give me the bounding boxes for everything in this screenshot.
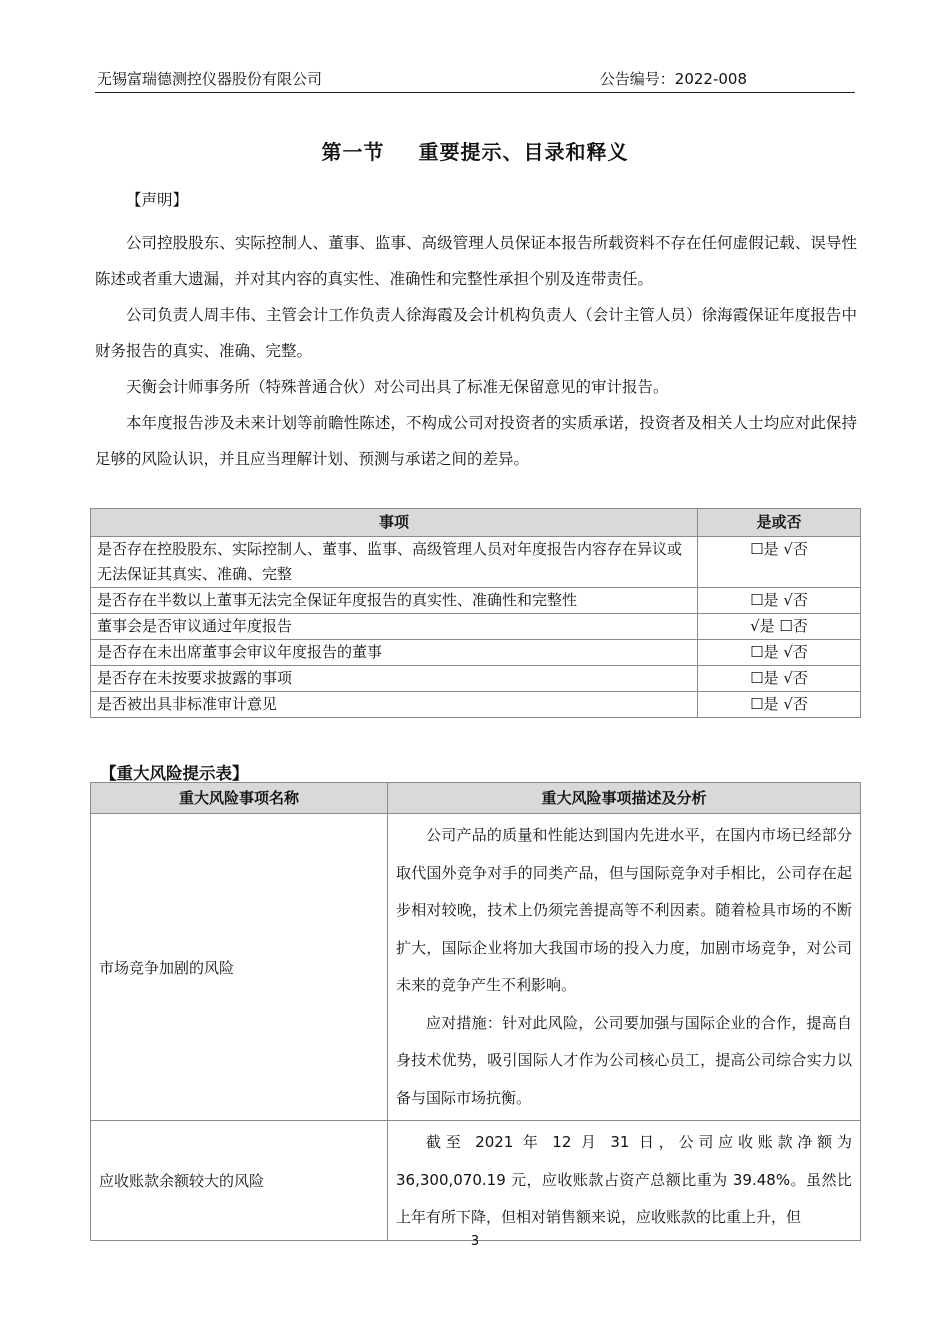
risk-desc-cell [388,1121,861,1241]
answer-cell: ☐是 √否 [698,588,861,614]
table-row [91,1121,861,1241]
answer-cell: ☐是 √否 [698,692,861,718]
page-header [95,66,855,93]
risk-desc-paragraph: 截至 2021 年 12 月 31 日，公司应收账款净额为 [426,1133,852,1151]
section-title [0,136,950,165]
statement-body [95,225,857,477]
matter-cell: 是否存在半数以上董事无法完全保证年度报告的真实性、准确性和完整性 [91,588,698,614]
answer-cell: ☐是 √否 [698,666,861,692]
announcement-code: 公告编号：2022-008 [599,70,747,88]
statement-paragraph: 公司控股股东、实际控制人、董事、监事、高级管理人员保证本报告所载资料不存在任何虚假记载、误导性陈述或者重大遗漏，并对其内容的真实性、准确性和完整性承担个别及连带责任。 [95,234,857,288]
table-row [91,614,861,640]
answer-cell: ☐是 √否 [698,640,861,666]
column-header-risk-name: 重大风险事项名称 [91,783,388,814]
section-number: 第一节 [321,140,385,164]
table-row [91,692,861,718]
company-name: 无锡富瑞德测控仪器股份有限公司 [97,70,323,88]
matter-cell: 是否存在未出席董事会审议年度报告的董事 [91,640,698,666]
column-header-yes-no: 是或否 [698,509,861,537]
risk-name-cell: 应收账款余额较大的风险 [91,1121,388,1241]
risk-name-cell: 市场竞争加剧的风险 [91,814,388,1121]
statement-label: 【声明】 [126,191,189,209]
risk-table-label: 【重大风险提示表】 [100,764,249,783]
column-header-matter: 事项 [91,509,698,537]
page-number: 3 [470,1234,480,1249]
section-heading: 重要提示、目录和释义 [418,140,629,164]
risk-table [90,782,861,1241]
risk-desc-cell [388,814,861,1121]
statement-paragraph: 公司负责人周丰伟、主管会计工作负责人徐海霞及会计机构负责人（会计主管人员）徐海霞保证年度报告中财务报告的真实、准确、完整。 [95,306,857,360]
table-header-row [91,509,861,537]
table-row [91,588,861,614]
answer-cell: √是 ☐否 [698,614,861,640]
risk-desc-paragraph: 公司产品的质量和性能达到国内先进水平，在国内市场已经部分取代国外竞争对手的同类产品，但与国际竞争对手相比，公司存在起步相对较晚，技术上仍须完善提高等不利因素。随着检具市场的不断扩大，国际企业将加大我国市场的投入力度，加剧市场竞争，对公司未来的竞争产生不利影响。 [396,826,852,994]
table-row [91,537,861,588]
matter-cell: 是否存在控股股东、实际控制人、董事、监事、高级管理人员对年度报告内容存在异议或无法保证其真实、准确、完整 [91,537,698,588]
answer-cell: ☐是 √否 [698,537,861,588]
table-header-row [91,783,861,814]
table-row [91,666,861,692]
statement-paragraph: 本年度报告涉及未来计划等前瞻性陈述，不构成公司对投资者的实质承诺，投资者及相关人士均应对此保持足够的风险认识，并且应当理解计划、预测与承诺之间的差异。 [95,414,857,468]
column-header-risk-desc: 重大风险事项描述及分析 [388,783,861,814]
table-row [91,640,861,666]
risk-desc-paragraph: 应对措施：针对此风险，公司要加强与国际企业的合作，提高自身技术优势，吸引国际人才作为公司核心员工，提高公司综合实力以备与国际市场抗衡。 [396,1013,852,1107]
matters-table [90,508,861,718]
risk-desc-paragraph: 36,300,070.19 元，应收账款占资产总额比重为 39.48%。虽然比上年有所下降，但相对销售额来说，应收账款的比重上升，但 [396,1170,852,1226]
matter-cell: 是否被出具非标准审计意见 [91,692,698,718]
matter-cell: 董事会是否审议通过年度报告 [91,614,698,640]
statement-paragraph: 天衡会计师事务所（特殊普通合伙）对公司出具了标准无保留意见的审计报告。 [126,378,669,396]
matter-cell: 是否存在未按要求披露的事项 [91,666,698,692]
table-row [91,814,861,1121]
